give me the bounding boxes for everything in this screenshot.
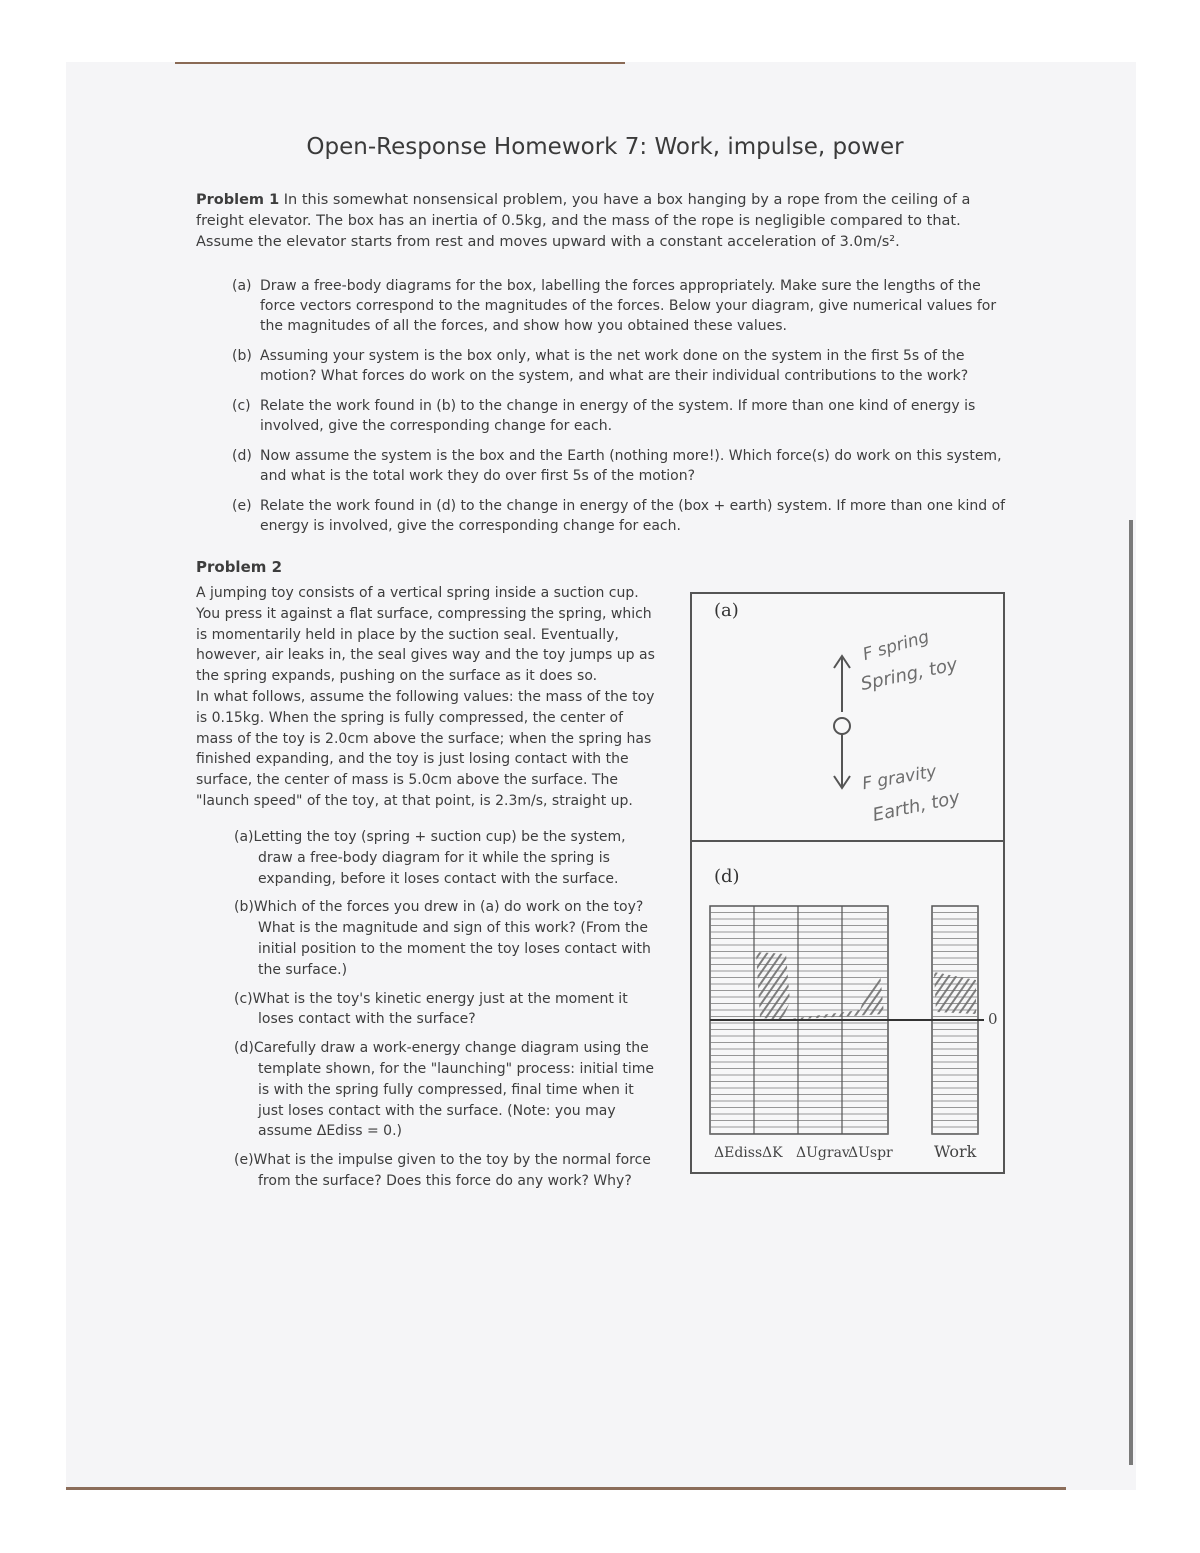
page-title: Open-Response Homework 7: Work, impulse, power — [306, 134, 904, 160]
problem1-heading: Problem 1 — [196, 192, 280, 208]
item-text: Carefully draw a work-energy change diagram using the template shown, for the "launching" process: initial time is with the spring fully compressed, final time when it just loses contact with the surface. (Note: you may assume ΔEdiss = 0.) — [253, 1040, 655, 1140]
col-label-dk: ΔK — [762, 1145, 783, 1161]
problem2-item-b — [234, 897, 662, 980]
problem2-item-e — [234, 1150, 662, 1192]
shaded-work-bar — [934, 972, 976, 1014]
handwriting-f-gravity: F gravity — [860, 761, 939, 795]
item-label: (a) — [234, 829, 254, 845]
item-text: Draw a free-body diagrams for the box, labelling the forces appropriately. Make sure the lengths of the force vectors correspond to the magnitudes of the forces. Below your diagram, give numerical values for the magnitudes of all the forces, and show how you obtained these values. — [260, 278, 997, 334]
item-label: (b) — [232, 348, 252, 364]
zero-label: 0 — [988, 1010, 998, 1028]
item-text: Relate the work found in (d) to the change in energy of the (box + earth) system. If more than one kind of energy is involved, give the corresponding change for each. — [260, 498, 1006, 534]
problem1-item-a — [232, 276, 1012, 336]
problem1-item-c — [232, 396, 1012, 436]
item-label: (c) — [234, 990, 253, 1007]
item-label: (d) — [234, 1040, 254, 1057]
handwriting-f-spring: F spring — [860, 627, 932, 665]
col-label-dugrav: ΔUgrav — [796, 1145, 850, 1161]
item-text: What is the toy's kinetic energy just at the moment it loses contact with the surface? — [252, 990, 628, 1028]
figure-label-a: (a) — [714, 600, 739, 621]
item-label: (e) — [234, 1152, 254, 1169]
problem1-items — [232, 276, 1012, 546]
problem1-intro — [196, 190, 1011, 253]
item-text: Assuming your system is the box only, what is the net work done on the system in the first 5s of the motion? What forces do work on the system, and what are their individual contributions to the work? — [260, 348, 969, 384]
handwriting-spring-toy: Spring, toy — [858, 654, 960, 695]
figure-label-d: (d) — [714, 866, 740, 887]
work-energy-template — [690, 842, 1005, 1172]
problem2-intro-1: A jumping toy consists of a vertical spring inside a suction cup. You press it against a flat surface, compressing the spring, which is momentarily held in place by the suction seal. Eventually, however, air leaks in, the seal gives way and the toy jumps up as the spring expands, pushing on the surface as it does so. — [196, 585, 655, 685]
item-label: (e) — [232, 498, 252, 514]
item-text: Now assume the system is the box and the Earth (nothing more!). Which force(s) do work on this system, and what is the total work they do over first 5s of the motion? — [260, 448, 1002, 484]
bottom-edge-line — [66, 1487, 1066, 1490]
item-text: Which of the forces you drew in (a) do work on the toy? What is the magnitude and sign of this work? (From the initial position to the moment the toy loses contact with the surface.) — [253, 899, 651, 978]
problem2-items — [234, 827, 662, 1200]
problem2-intro — [196, 583, 662, 812]
problem1-intro-text: In this somewhat nonsensical problem, you have a box hanging by a rope from the ceiling of a freight elevator. The box has an inertia of 0.5kg, and the mass of the rope is negligible compared to that. Assume the elevator starts from rest and moves upward with a constant acceleration of 3.0m/s². — [196, 192, 971, 250]
col-label-duspr: ΔUspr — [848, 1145, 893, 1161]
problem2-intro-2: In what follows, assume the following values: the mass of the toy is 0.15kg. When the spring is fully compressed, the center of mass of the toy is 2.0cm above the surface; when the spring has finished expanding, and the toy is just losing contact with the surface, the center of mass is 5.0cm above the surface. The "launch speed" of the toy, at that point, is 2.3m/s, straight up. — [196, 688, 655, 809]
problem2-item-a — [234, 827, 662, 889]
problem2-heading: Problem 2 — [196, 558, 283, 576]
problem2-item-d — [234, 1038, 662, 1142]
col-label-dediss: ΔEdiss — [714, 1145, 763, 1161]
problem1-item-b — [232, 346, 1012, 386]
work-label: Work — [934, 1142, 977, 1161]
problem1-item-e — [232, 496, 1012, 536]
problem2-item-c — [234, 989, 662, 1031]
right-shadow-edge — [1129, 520, 1133, 1465]
item-label: (a) — [232, 278, 252, 294]
toy-point-icon — [834, 718, 850, 734]
item-text: What is the impulse given to the toy by the normal force from the surface? Does this force do any work? Why? — [253, 1152, 651, 1189]
handwriting-earth-toy: Earth, toy — [870, 787, 962, 826]
top-edge-line — [175, 62, 625, 64]
item-label: (d) — [232, 448, 252, 464]
item-text: Letting the toy (spring + suction cup) be the system, draw a free-body diagram for it while the spring is expanding, before it loses contact with the surface. — [253, 829, 626, 887]
problem1-item-d — [232, 446, 1012, 486]
item-label: (b) — [234, 899, 254, 916]
item-label: (c) — [232, 398, 251, 414]
item-text: Relate the work found in (b) to the change in energy of the system. If more than one kind of energy is involved, give the corresponding change for each. — [260, 398, 976, 434]
